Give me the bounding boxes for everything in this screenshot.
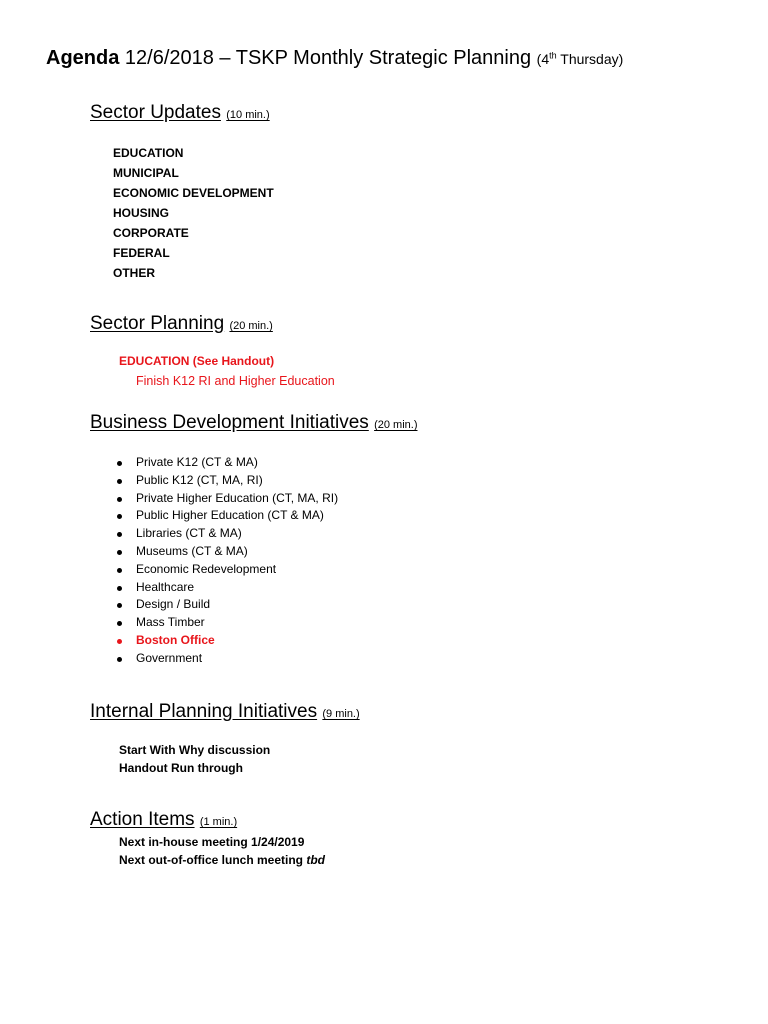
bullet-icon — [117, 621, 122, 626]
sector-planning-list — [119, 352, 335, 391]
action-item-next-lunch — [119, 852, 325, 870]
title-note-sup: th — [549, 50, 557, 61]
internal-planning-heading — [90, 700, 360, 726]
business-development-item — [114, 543, 338, 561]
internal-planning-item: Handout Run through — [119, 760, 243, 775]
business-development-item — [114, 614, 338, 632]
title-note — [537, 51, 624, 67]
action-item-next-in-house: Next in-house meeting 1/24/2019 — [119, 835, 305, 849]
sector-update-item: FEDERAL — [113, 246, 170, 260]
bullet-icon — [117, 586, 122, 591]
sector-planning-title: Sector Planning — [90, 313, 225, 334]
business-development-item — [114, 650, 338, 668]
title-agenda-label: Agenda — [46, 47, 120, 69]
sector-update-item: EDUCATION — [113, 146, 184, 160]
business-development-item-label: Economic Redevelopment — [136, 561, 277, 576]
business-development-item-label: Public K12 (CT, MA, RI) — [136, 472, 263, 487]
business-development-item — [114, 561, 338, 579]
business-development-list — [114, 454, 338, 668]
bullet-icon — [117, 657, 122, 662]
sector-planning-time: (20 min.) — [229, 320, 273, 332]
action-item-lunch-tbd: tbd — [306, 852, 325, 867]
sector-updates-title: Sector Updates — [90, 102, 221, 123]
bullet-icon — [117, 479, 122, 484]
business-development-item-label: Museums (CT & MA) — [136, 543, 248, 558]
bullet-icon — [117, 550, 122, 555]
sector-update-item: CORPORATE — [113, 226, 189, 240]
business-development-item — [114, 596, 338, 614]
business-development-item-label: Public Higher Education (CT & MA) — [136, 508, 324, 523]
business-development-item-label: Healthcare — [136, 579, 195, 594]
business-development-item-label: Private K12 (CT & MA) — [136, 455, 258, 469]
page-title — [46, 44, 623, 73]
bullet-icon — [117, 532, 122, 537]
business-development-item — [114, 454, 338, 472]
internal-planning-item: Start With Why discussion — [119, 743, 271, 757]
sector-updates-time: (10 min.) — [226, 109, 270, 121]
sector-update-item: ECONOMIC DEVELOPMENT — [113, 186, 274, 200]
sector-planning-subitem: Finish K12 RI and Higher Education — [136, 374, 335, 388]
business-development-item — [114, 525, 338, 543]
business-development-item — [114, 472, 338, 490]
business-development-item — [114, 507, 338, 525]
sector-planning-heading — [90, 312, 273, 338]
business-development-item — [114, 579, 338, 597]
sector-update-item: OTHER — [113, 266, 155, 280]
bullet-icon — [117, 461, 122, 466]
action-item-lunch-text: Next out-of-office lunch meeting — [119, 852, 307, 867]
business-development-item-label: Mass Timber — [136, 615, 205, 630]
business-development-item — [114, 632, 338, 650]
bullet-icon — [117, 639, 122, 644]
business-development-item-label: Design / Build — [136, 597, 211, 612]
internal-planning-time: (9 min.) — [322, 708, 360, 720]
bullet-icon — [117, 514, 122, 519]
title-note-close: Thursday) — [556, 51, 624, 67]
business-development-heading — [90, 411, 418, 437]
bullet-icon — [117, 497, 122, 502]
title-main-text: 12/6/2018 – TSKP Monthly Strategic Planning — [119, 47, 537, 69]
action-items-heading — [90, 808, 237, 834]
action-items-time: (1 min.) — [199, 816, 238, 828]
action-items-list — [119, 834, 325, 869]
business-development-item-label: Government — [136, 650, 203, 665]
sector-planning-item: EDUCATION (See Handout) — [119, 354, 275, 368]
internal-planning-title: Internal Planning Initiatives — [90, 701, 318, 722]
bullet-icon — [117, 603, 122, 608]
business-development-item — [114, 490, 338, 508]
business-development-item-label: Private Higher Education (CT, MA, RI) — [136, 490, 339, 505]
internal-planning-list — [119, 742, 270, 777]
sector-update-item: HOUSING — [113, 206, 170, 220]
bullet-icon — [117, 568, 122, 573]
business-development-time: (20 min.) — [374, 419, 418, 431]
sector-updates-list — [113, 143, 274, 283]
business-development-item-label: Libraries (CT & MA) — [136, 526, 242, 541]
title-note-open: (4 — [536, 51, 550, 67]
sector-update-item: MUNICIPAL — [113, 166, 179, 180]
business-development-item-label: Boston Office — [136, 632, 215, 647]
sector-updates-heading — [90, 101, 270, 127]
action-items-title: Action Items — [90, 809, 195, 830]
business-development-title: Business Development Initiatives — [90, 412, 369, 433]
